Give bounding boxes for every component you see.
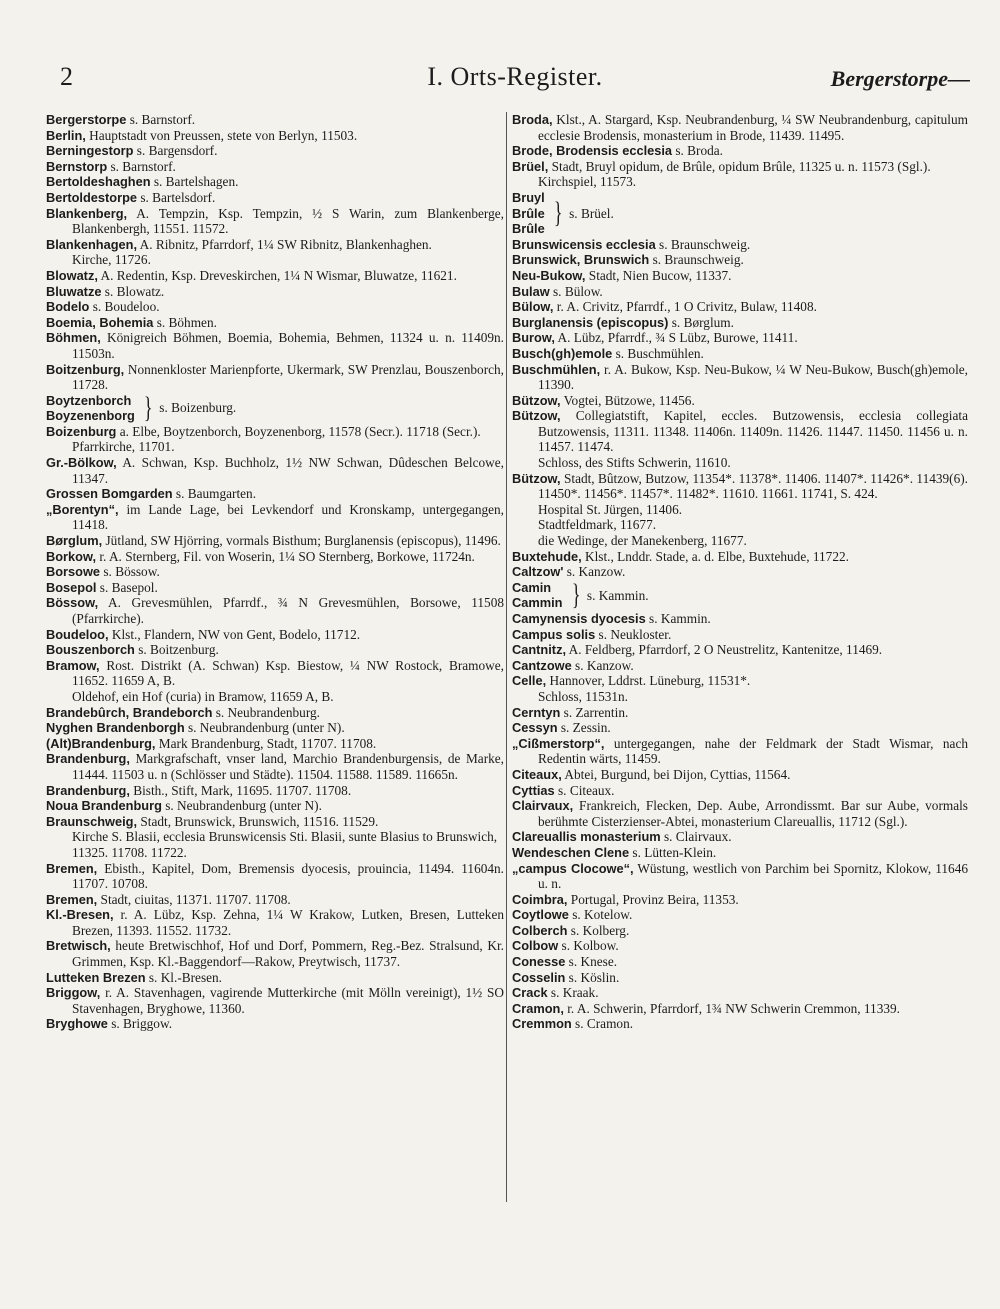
entry-keyword: Bertoldeshaghen [46,174,151,190]
entry-keyword: Camin [512,579,552,595]
entry-keyword: Crack [512,985,548,1001]
index-entry [46,174,504,190]
index-entry [512,642,968,658]
entry-text: s. Kolberg. [567,922,630,938]
entry-text: s. Broda. [672,143,723,159]
index-entry [46,1016,504,1032]
entry-keyword: Braunschweig, [46,813,138,829]
entry-text: s. Cramon. [571,1016,634,1032]
index-entry [512,938,968,954]
entry-text: s. Kanzow. [571,657,634,673]
entry-text: Mark Brandenburg, Stadt, 11707. 11708. [155,735,377,751]
brace-symbol: } [571,578,581,612]
entry-text: s. Braunschweig. [655,236,751,252]
entry-keyword: Blankenberg, [46,205,128,221]
index-entry [46,143,504,159]
entry-text: r. A. Crivitz, Pfarrdf., 1 O Crivitz, Bulaw, 11408. [553,299,817,315]
entry-keyword: Boemia, Bohemia [46,314,154,330]
entry-keyword: Caltzow' [512,564,564,580]
entry-text: Jütland, SW Hjörring, vormals Bisthum; Burglanensis (episcopus), 11496. [102,533,501,549]
entry-text: s. Zarrentin. [560,704,629,720]
entry-keyword: Grossen Bomgarden [46,486,173,502]
entry-keyword: Berningestorp [46,143,134,159]
entry-keyword: Noua Brandenburg [46,798,162,814]
entry-text: r. A. Bukow, Ksp. Neu-Bukow, ¼ W Neu-Bukow, Busch(gh)emole, 11390. [538,361,968,393]
index-entry [512,1016,968,1032]
entry-text: A. Ribnitz, Pfarrdorf, 1¼ SW Ribnitz, Blankenhaghen. [137,236,432,252]
entry-text: s. Kl.-Bresen. [145,969,223,985]
brace-entry [512,190,968,237]
entry-keyword: Celle, [512,673,547,689]
entry-keyword: „Borentyn“, [46,501,119,517]
index-entry [46,502,504,533]
index-entry [512,845,968,861]
index-entry [46,595,504,626]
index-entry [46,190,504,206]
index-entry [512,720,968,736]
entry-text: Abtei, Burgund, bei Dijon, Cyttias, 11564. [561,766,791,782]
entry-keyword: Bützow, [512,408,561,424]
index-entry [512,252,968,268]
entry-keyword: Bössow, [46,595,99,611]
entry-continuation: Hospital St. Jürgen, 11406. [538,501,683,517]
entry-text: A. Lübz, Pfarrdf., ¾ S Lübz, Burowe, 11411. [554,330,798,346]
index-entry [512,237,968,253]
entry-keyword: Børglum, [46,533,103,549]
entry-text: untergegangen, nahe der Feldmark der Stadt Wismar, nach Redentin wärts, 11459. [538,735,968,767]
index-entry [512,1001,968,1017]
entry-continuation: Schloss, des Stifts Schwerin, 11610. [538,455,731,471]
entry-keyword: Boizenburg [46,423,117,439]
entry-keyword: Bretwisch, [46,938,111,954]
entry-keyword: Brandenburg, [46,751,130,767]
entry-text: A. Tempzin, Ksp. Tempzin, ½ S Warin, zum Blankenberge, Blankenbergh, 11551. 11572. [72,205,504,237]
entry-text: s. Bargensdorf. [133,143,218,159]
index-entry [46,736,504,752]
index-entry [46,642,504,658]
entry-keyword: Busch(gh)emole [512,345,613,361]
entry-text: Stadt, Brunswick, Brunswich, 11516. 11529. [137,813,379,829]
brace-entry [46,393,504,424]
entry-keyword: Bertoldestorpe [46,189,138,205]
index-entry [46,907,504,938]
index-entry [512,393,968,409]
index-entry [46,985,504,1016]
entry-keyword: Clairvaux, [512,798,574,814]
entry-keyword: Conesse [512,954,566,970]
entry-keyword: Bülow, [512,299,554,315]
index-entry [512,861,968,892]
entry-keyword: Brüel, [512,158,549,174]
entry-text: s. Neubrandenburg (unter N). [161,798,322,814]
index-entry [46,705,504,721]
index-entry [512,923,968,939]
entry-keyword: Brandenburg, [46,782,130,798]
entry-text: Rost. Distrikt (A. Schwan) Ksp. Biestow, ¼ NW Rostock, Bramowe, 11652. 11659 A, B. [72,657,504,689]
entry-continuation: Kirchspiel, 11573. [538,174,637,190]
entry-text: s. Buschmühlen. [612,345,704,361]
entry-keyword: Lutteken Brezen [46,969,146,985]
index-entry [512,346,968,362]
entry-text: A. Grevesmühlen, Pfarrdf., ¾ N Grevesmühlen, Borsowe, 11508 (Pfarrkirche). [72,595,504,626]
index-entry [46,751,504,782]
running-head: Bergerstorpe— [830,66,970,91]
entry-keyword: Blowatz, [46,267,98,283]
entry-keyword: Blankenhagen, [46,236,138,252]
entry-keyword: Cantzowe [512,657,572,673]
index-entry [46,284,504,300]
entry-text: r. A. Stavenhagen, vagirende Mutterkirche (mit Mölln vereinigt), 1½ SO Stavenhagen, Bryghowe, 11360. [72,985,504,1016]
entry-text: s. Boizenburg. [159,400,237,416]
index-entry [46,424,504,440]
entry-keyword: Bulaw [512,283,550,299]
right-column [512,112,968,1032]
index-entry [512,471,968,502]
entry-keyword: Bremen, [46,860,98,876]
entry-text: s. Kraak. [547,985,599,1001]
index-entry [46,938,504,969]
entry-keyword: Brunswicensis ecclesia [512,236,656,252]
entry-keyword: Bergerstorpe [46,112,127,127]
entry-text: s. Kammin. [645,611,711,626]
entry-keyword: Wendeschen Clene [512,844,630,860]
entry-keyword: Bützow, [512,470,561,486]
entry-text: s. Barnstorf. [107,158,176,174]
entry-text: Markgrafschaft, vnser land, Marchio Brandenburgensis, de Marke, 11444. 11503 u. n (Schlösser und Städte). 11504. 11588. 11589. 11665n. [72,751,504,782]
entry-continuation: die Wedinge, der Manekenberg, 11677. [538,533,747,549]
entry-text: Frankreich, Flecken, Dep. Aube, Arrondissmt. Bar sur Aube, vormals berühmte Cisterzienser-Abtei, monasterium Clareuallis, 11712 (Sgl.). [538,798,968,829]
entry-continuation: Schloss, 11531n. [538,688,629,704]
page-title: I. Orts-Register. [427,62,603,91]
entry-keyword: Campus solis [512,626,596,642]
entry-keyword: Bluwatze [46,283,102,299]
index-entry [512,627,968,643]
index-entry [512,985,968,1001]
entry-keyword: Bremen, [46,891,98,907]
index-entry [512,330,968,346]
entry-text: Vogtei, Bützowe, 11456. [560,392,695,408]
entry-keyword: Buxtehude, [512,548,582,564]
entry-text: s. Bartelsdorf. [137,189,216,205]
entry-keyword: Neu-Bukow, [512,267,586,283]
entry-keyword: Brûle [512,205,545,221]
index-entry [46,564,504,580]
entry-keyword: Camynensis dyocesis [512,611,646,626]
entry-keyword: Colbow [512,938,559,954]
entry-keyword: Cramon, [512,1000,564,1016]
entry-text: s. Barnstorf. [126,112,196,127]
index-entry [512,315,968,331]
index-entry [46,486,504,502]
entry-text: s. Braunschweig. [649,252,744,268]
entry-text: s. Zessin. [557,720,611,736]
entry-keyword: Cessyn [512,720,558,736]
index-entry [46,315,504,331]
entry-text: s. Neukloster. [595,626,672,642]
entry-keyword: Nyghen Brandenborgh [46,720,185,736]
entry-keyword: Cammin [512,595,563,611]
page-header [60,62,970,102]
entry-text: s. Köslin. [565,969,620,985]
index-entry [46,455,504,486]
entry-keyword: Cosselin [512,969,566,985]
entry-keyword: Brandebûrch, Brandeborch [46,704,213,720]
index-entry [46,268,504,284]
index-entry [46,861,504,892]
entry-text: Portugal, Provinz Beira, 11353. [567,891,739,907]
entry-text: s. Kolbow. [558,938,619,954]
entry-keyword: „Cißmerstorp“, [512,735,605,751]
entry-text: a. Elbe, Boytzenborch, Boyzenenborg, 11578 (Secr.). 11718 (Secr.). [116,423,481,439]
entry-keyword: Bützow, [512,392,561,408]
index-entry [512,892,968,908]
entry-keyword: Böhmen, [46,330,101,346]
page-number: 2 [60,62,73,91]
entry-keyword: Boyzenenborg [46,408,135,424]
entry-text: s. Bülow. [549,283,603,299]
entry-text: Klst., Flandern, NW von Gent, Bodelo, 11712. [108,626,361,642]
index-entry [46,783,504,799]
entry-keyword: Bruyl [512,189,545,205]
index-entry [512,408,968,455]
index-entry [46,720,504,736]
entry-keyword: Coytlowe [512,907,569,923]
entry-keyword: Burglanensis (episcopus) [512,314,669,330]
entry-text: s. Børglum. [668,314,734,330]
entry-keyword: Cremmon [512,1016,572,1032]
entry-keyword: Borsowe [46,564,101,580]
entry-keyword: Kl.-Bresen, [46,907,114,923]
index-entry [512,299,968,315]
entry-text: Stadt, Bruyl opidum, de Brûle, opidum Brûle, 11325 u. n. 11573 (Sgl.). [548,158,931,174]
entry-text: s. Knese. [565,954,618,970]
brace-entry [512,580,968,611]
index-entry [512,143,968,159]
entry-text: s. Neubrandenburg. [212,704,320,720]
entry-text: s. Boudeloo. [89,299,160,315]
entry-text: Stadt, ciuitas, 11371. 11707. 11708. [97,891,291,907]
entry-continuation: Stadtfeldmark, 11677. [538,517,657,533]
brace-names [512,190,545,237]
index-entry [512,159,968,175]
entry-text: Ebisth., Kapitel, Dom, Bremensis dyocesis, prouincia, 11494. 11604n. 11707. 10708. [72,860,504,892]
index-entry [46,549,504,565]
entry-keyword: Cantnitz, [512,642,567,658]
index-entry [46,580,504,596]
index-entry [46,112,504,128]
entry-text: s. Kanzow. [563,564,626,580]
entry-text: Hannover, Lddrst. Lüneburg, 11531*. [546,673,751,689]
entry-text: A. Feldberg, Pfarrdorf, 2 O Neustrelitz, Kantenitze, 11469. [566,642,883,658]
entry-keyword: Coimbra, [512,891,568,907]
index-entry [512,783,968,799]
index-entry [512,658,968,674]
entry-text: s. Baumgarten. [172,486,257,502]
index-entry [512,970,968,986]
entry-text: s. Blowatz. [101,283,165,299]
entry-text: Wüstung, westlich von Parchim bei Spornitz, Klokow, 11646 u. n. [538,860,968,892]
brace-symbol: } [143,391,153,425]
index-entry [512,954,968,970]
index-entry [46,128,504,144]
entry-text: s. Clairvaux. [660,829,732,845]
entry-text: s. Brüel. [569,205,614,221]
index-entry [512,564,968,580]
entry-continuation: Pfarrkirche, 11701. [72,439,175,455]
entry-keyword: Clareuallis monasterium [512,829,661,845]
index-entry [512,829,968,845]
entry-keyword: Buschmühlen, [512,361,601,377]
entry-keyword: Boytzenborch [46,392,132,408]
entry-keyword: Gr.-Bölkow, [46,455,117,471]
index-entry [46,970,504,986]
entry-continuation: Oldehof, ein Hof (curia) in Bramow, 11659 A, B. [72,688,334,704]
entry-text: r. A. Lübz, Ksp. Zehna, 1¼ W Krakow, Lutken, Bresen, Lutteken Brezen, 11393. 11552. 11732. [72,907,504,938]
entry-keyword: Bramow, [46,657,100,673]
entry-text: s. Bartelshagen. [150,174,239,190]
entry-keyword: Bodelo [46,299,90,315]
entry-text: Bisth., Stift, Mark, 11695. 11707. 11708. [129,782,352,798]
index-entry [512,112,968,143]
index-entry [46,627,504,643]
index-entry [512,611,968,627]
entry-keyword: Cyttias [512,782,555,798]
entry-text: Hauptstadt von Preussen, stete von Berlyn, 11503. [85,127,358,143]
entry-continuation: Kirche S. Blasii, ecclesia Brunswicensis Sti. Blasii, sunte Blasius to Brunswich, 11325. 11708. 11722. [72,829,498,860]
entry-keyword: Boudeloo, [46,626,109,642]
entry-keyword: Brûle [512,221,545,237]
entry-keyword: Burow, [512,330,555,346]
index-entry [512,705,968,721]
entry-keyword: Cerntyn [512,704,561,720]
index-entry [512,736,968,767]
entry-text: s. Briggow. [107,1016,173,1032]
index-entry [46,206,504,237]
entry-keyword: Boitzenburg, [46,361,125,377]
entry-keyword: Bouszenborch [46,642,135,658]
entry-text: r. A. Schwerin, Pfarrdorf, 1¾ NW Schwerin Cremmon, 11339. [563,1000,900,1016]
entry-keyword: „campus Clocowe“, [512,860,634,876]
entry-text: s. Kotelow. [568,907,633,923]
index-entry [46,658,504,689]
entry-keyword: Brunswick, Brunswich [512,252,650,268]
entry-text: Klst., A. Stargard, Ksp. Neubrandenburg, ¼ SW Neubrandenburg, capitulum ecclesie Brodensis, monasterium in Brode, 11439. 11495. [538,112,968,143]
brace-names [46,393,135,424]
entry-text: s. Citeaux. [554,782,615,798]
index-entry [46,798,504,814]
entry-text: Stadt, Bûtzow, Butzow, 11354*. 11378*. 11406. 11407*. 11426*. 11439(6). 11450*. 11456*. 11457*. 11482*. 11610. 11661. 11741, S. 424. [538,470,968,502]
column-divider [506,112,507,1202]
entry-keyword: Briggow, [46,985,101,1001]
entry-text: Collegiatstift, Kapitel, eccles. Butzowensis, ecclesia collegiata Butzowensis, 11311. 11348. 11406n. 11409n. 11426. 11447. 11450. 11456 u. n. 11457. 11474. [538,408,968,455]
index-entry [512,362,968,393]
entry-keyword: Citeaux, [512,766,562,782]
index-entry [46,362,504,393]
entry-text: s. Boitzenburg. [134,642,219,658]
entry-text: r. A. Sternberg, Fil. von Woserin, 1¼ SO Sternberg, Borkowe, 11724n. [96,548,475,564]
entry-text: s. Bössow. [100,564,160,580]
entry-text: Klst., Lnddr. Stade, a. d. Elbe, Buxtehude, 11722. [581,548,849,564]
left-column [46,112,504,1032]
entry-keyword: Broda, [512,112,553,127]
entry-keyword: Bernstorp [46,158,108,174]
entry-text: s. Neubrandenburg (unter N). [184,720,345,736]
entry-text: im Lande Lage, bei Levkendorf und Kronskamp, untergegangen, 11418. [72,501,504,533]
index-entry [46,159,504,175]
index-entry [46,533,504,549]
entry-continuation: Kirche, 11726. [72,252,151,268]
index-entry [46,892,504,908]
entry-keyword: Bosepol [46,579,97,595]
index-entry [46,237,504,253]
index-entry [512,284,968,300]
entry-text: s. Böhmen. [153,314,217,330]
entry-text: s. Kammin. [586,587,649,603]
index-entry [46,814,504,830]
brace-names [512,580,563,611]
index-entry [46,299,504,315]
entry-text: Stadt, Nien Bucow, 11337. [585,267,732,283]
entry-text: A. Redentin, Ksp. Dreveskirchen, 1¼ N Wismar, Bluwatze, 11621. [97,267,457,283]
index-entry [512,673,968,689]
entry-keyword: Bryghowe [46,1016,108,1032]
entry-keyword: (Alt)Brandenburg, [46,735,156,751]
index-entry [512,549,968,565]
index-entry [512,798,968,829]
entry-text: s. Basepol. [96,579,158,595]
index-entry [512,268,968,284]
entry-keyword: Borkow, [46,548,97,564]
entry-text: Nonnenkloster Marienpforte, Ukermark, SW Prenzlau, Bouszenborch, 11728. [72,361,504,393]
index-entry [512,767,968,783]
entry-text: heute Bretwischhof, Hof und Dorf, Pommern, Reg.-Bez. Stralsund, Kr. Grimmen, Ksp. Kl.-Baggendorf—Rakow, Preytwisch, 11737. [72,938,504,970]
entry-text: s. Lütten-Klein. [629,844,717,860]
entry-text: A. Schwan, Ksp. Buchholz, 1½ NW Schwan, Dûdeschen Belcowe, 11347. [72,455,504,486]
index-entry [46,330,504,361]
index-entry [512,907,968,923]
entry-keyword: Colberch [512,922,568,938]
entry-text: Königreich Böhmen, Boemia, Bohemia, Behmen, 11324 u. n. 11409n. 11503n. [72,330,504,361]
entry-keyword: Brode, Brodensis ecclesia [512,143,673,159]
brace-symbol: } [553,196,563,230]
entry-keyword: Berlin, [46,127,86,143]
